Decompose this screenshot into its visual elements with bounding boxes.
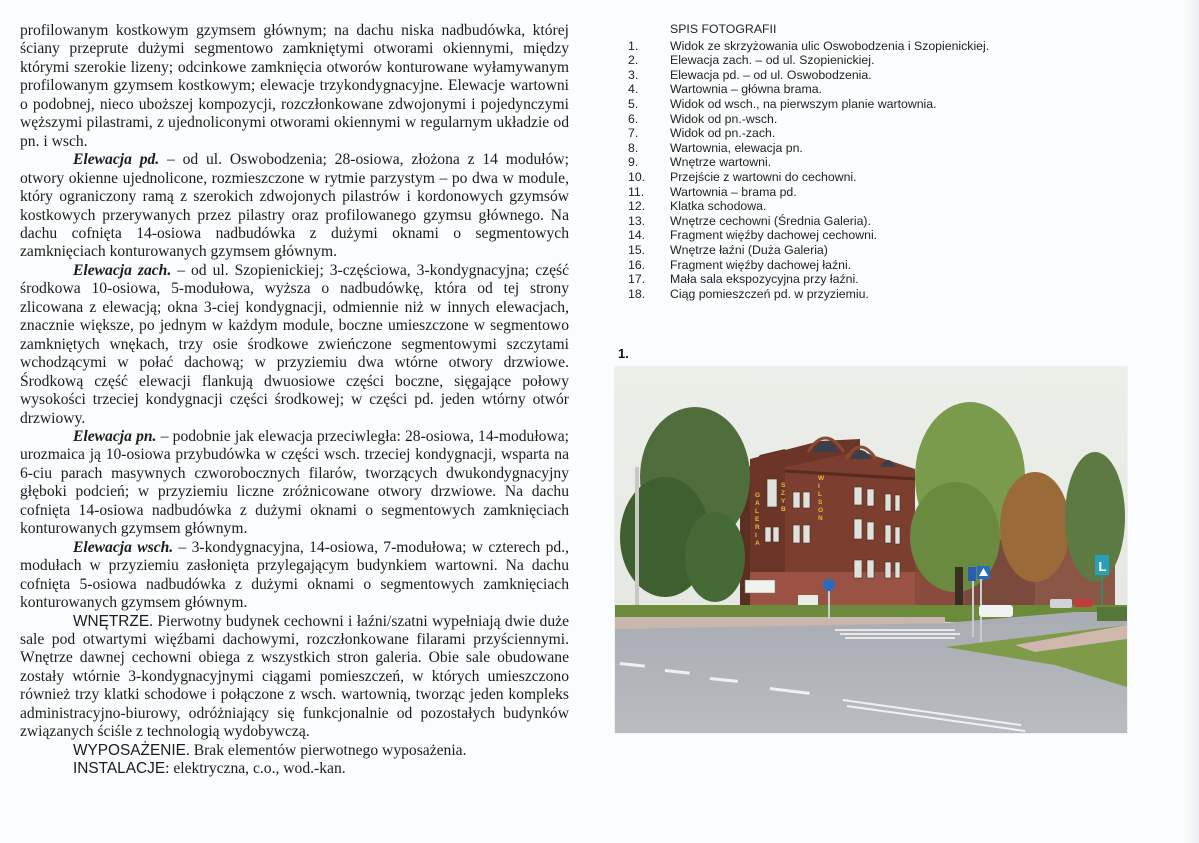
photo-list-item bbox=[628, 112, 1048, 127]
photo-list-item-label: Mała sala ekspozycyjna przy łaźni. bbox=[670, 272, 859, 287]
photo-list-item-number: 8. bbox=[628, 140, 639, 155]
description-column bbox=[20, 22, 569, 779]
photo-list-item-label: Fragment więźby dachowej łaźni. bbox=[670, 257, 852, 272]
photo-list-item-label: Elewacja pd. – od ul. Oswobodzenia. bbox=[670, 67, 872, 82]
photo-list-item-number: 11. bbox=[628, 184, 645, 199]
photo-list-item-label: Widok od wsch., na pierwszym planie wartownia. bbox=[670, 96, 937, 111]
photo-list-item-number: 14. bbox=[628, 228, 646, 243]
photo-list-item-label: Fragment więźby dachowej cechowni. bbox=[670, 228, 878, 243]
paragraph-elewacja-pd: Elewacja pd. – od ul. Oswobodzenia; 28-osiowa, złożona z 14 modułów; otwory okienne ujednolicone, rozmieszczone w rytmie parzystym – po dwa w module, który ograniczony ramą z szerokich zdwojonych pilastrów i kordonowych gzymsów kostkowych przerywanych przez pilastry oraz profilowanego gzymsu głównego. Na dachu cofnięta 14-osiowa nadbudówka z dużymi oknami o segmentowych zamknięciach konturowanych gzymsem głównym. bbox=[20, 151, 569, 261]
photo-list-item-label: Elewacja zach. – od ul. Szopienickiej. bbox=[670, 53, 875, 68]
paragraph-intro: profilowanym kostkowym gzymsem głównym; na dachu niska nadbudówka, której ściany przeprute dużymi segmentowo zamkniętymi otworami okiennymi, między którymi szerokie lizeny; odcinkowe zamknięcia otworów konturowane wyłamywanym profilowanym gzymsem kostkowym; elewacje trzykondygnacyjne. Elewacje wartowni o podobnej, nieco uboższej kompozycji, rozczłonkowane zdwojonymi i pojedynczymi węższymi pilastrami, z ujednoliconymi otworami okiennymi w regularnym układzie od pn. i wsch. bbox=[20, 22, 569, 150]
heading-instalacje: INSTALACJE bbox=[73, 760, 166, 778]
photo-list-item-number: 1. bbox=[628, 38, 639, 53]
photo-list-item bbox=[628, 243, 1048, 258]
svg-text:GALERIA: G A L E R I A bbox=[755, 492, 761, 547]
photo-list-item bbox=[628, 287, 1048, 302]
paragraph-wnetrze: WNĘTRZE. Pierwotny budynek cechowni i łaźni/szatni wypełniają dwie duże sale pod otwartymi więźbami dachowymi, rozczłonkowane filarami przyściennymi. Wnętrze dawnej cechowni obiega z wszystkich stron galeria. Obie sale obudowane zostały wtórnie 3-kondygnacyjnymi ciągami pomieszczeń, w których umieszczono również trzy klatki schodowe i połączone z wsch. wartownią, tworząc jeden kompleks administracyjno-biurowy, odróżniający się funkcjonalnie od pozostałych budynków związanych ściśle z technologią wydobywczą. bbox=[20, 612, 569, 741]
photo-list-item bbox=[628, 97, 1048, 112]
photo-list-item-label: Przejście z wartowni do cechowni. bbox=[670, 169, 857, 184]
photo-list-title: SPIS FOTOGRAFII bbox=[670, 22, 777, 36]
paragraph-instalacje: INSTALACJE: elektryczna, c.o., wod.-kan. bbox=[73, 760, 346, 778]
photo-building-view bbox=[615, 367, 1127, 733]
photo-list-item-number: 7. bbox=[628, 126, 639, 141]
photo-list-item-label: Widok ze skrzyżowania ulic Oswobodzenia i Szopienickiej. bbox=[670, 38, 990, 53]
photo-list-item-number: 9. bbox=[628, 155, 639, 170]
svg-text:WILSON: W I L S O N bbox=[818, 475, 825, 522]
photo-list-item bbox=[628, 199, 1048, 214]
photo-list-item bbox=[628, 272, 1048, 287]
photo-list-item-number: 18. bbox=[628, 286, 646, 301]
paragraph-elewacja-zach: Elewacja zach. – od ul. Szopienickiej; 3-częściowa, 3-kondygnacyjna; część środkowa 10-osiowa, 5-modułowa, wyższa o nadbudówkę, która od tej strony zlicowana z elewacją; okna 3-ciej kondygnacji, odmiennie niż w innych elewacjach, znacznie większe, po jednym w każdym module, boczne umieszczone w segmentowo zamkniętych wnękach, trzy osie środkowe zwieńczone segmentowymi szczytami wchodzącymi w połać dachową; w przyziemiu dwa wtórne otwory drzwiowe. Środkową część elewacji flankują dwuosiowe części boczne, sięgające połowy wysokości trzeciej kondygnacji części środkowej; w części pd. jeden wtórny otwór drzwiowy. bbox=[20, 261, 569, 427]
photo-list-item bbox=[628, 185, 1048, 200]
photo-list-item-label: Wnętrze łaźni (Duża Galeria) bbox=[670, 242, 828, 257]
heading-wnetrze: WNĘTRZE bbox=[73, 612, 150, 630]
photo-list-item-number: 17. bbox=[628, 272, 646, 287]
photo-list-item bbox=[628, 53, 1048, 68]
photo-list-item-number: 15. bbox=[628, 242, 646, 257]
photo-list-item bbox=[628, 141, 1048, 156]
photo-list-item bbox=[628, 228, 1048, 243]
photo-list-item-label: Wartownia, elewacja pn. bbox=[670, 140, 803, 155]
photo-list-item bbox=[628, 258, 1048, 273]
photo-list-item-label: Wartownia – główna brama. bbox=[670, 82, 822, 97]
photo-list-item-label: Widok od pn.-zach. bbox=[670, 126, 776, 141]
paragraph-elewacja-pn: Elewacja pn. – podobnie jak elewacja przeciwległa: 28-osiowa, 14-modułowa; urozmaica ją 10-osiowa przybudówka w części wsch. trzeciej kondygnacji, wsparta na 6-ciu parach masywnych czworobocznych filarów, tworzących dwukondygnacyjny głęboki podcień; w przyziemiu liczne zróżnicowane otwory drzwiowe. Na dachu cofnięta 14-osiowa nadbudówka z dużymi oknami o segmentowych zamknięciach konturowanych gzymsem głównym. bbox=[20, 427, 569, 538]
photo-list-item bbox=[628, 126, 1048, 141]
photo-list-item-label: Klatka schodowa. bbox=[670, 199, 767, 214]
photo-list-item bbox=[628, 214, 1048, 229]
heading-elewacja-zach: Elewacja zach. bbox=[73, 261, 172, 279]
paragraph-elewacja-wsch: Elewacja wsch. – 3-kondygnacyjna, 14-osiowa, 7-modułowa; w czterech pd., modułach w przyziemiu zasłonięta przylegającym budynkiem wartowni. Na dachu cofnięta 5-osiowa nadbudówka z dużymi oknami o segmentowych zamknięciach konturowanych gzymsem głównym. bbox=[20, 538, 569, 612]
heading-elewacja-pn: Elewacja pn. bbox=[73, 427, 157, 445]
paragraph-wyposazenie: WYPOSAŻENIE. Brak elementów pierwotnego wyposażenia. bbox=[73, 741, 467, 759]
photo-list-item-number: 3. bbox=[628, 67, 639, 82]
photo-list-item-number: 5. bbox=[628, 96, 639, 111]
heading-elewacja-pd: Elewacja pd. bbox=[73, 151, 160, 169]
photo-list-item-label: Ciąg pomieszczeń pd. w przyziemiu. bbox=[670, 286, 869, 301]
photo-number-label: 1. bbox=[618, 346, 629, 361]
photo-list bbox=[628, 22, 1048, 301]
heading-elewacja-wsch: Elewacja wsch. bbox=[73, 538, 174, 556]
photo-list-item-number: 6. bbox=[628, 111, 639, 126]
photo-list-item bbox=[628, 155, 1048, 170]
photo-list-item bbox=[628, 170, 1048, 185]
photo-list-item-label: Wnętrze wartowni. bbox=[670, 155, 772, 170]
page-edge-shade bbox=[1185, 0, 1199, 843]
photo-list-item-label: Widok od pn.-wsch. bbox=[670, 111, 778, 126]
photo-list-item-number: 13. bbox=[628, 213, 646, 228]
svg-text:L: L bbox=[1098, 559, 1107, 574]
heading-wyposazenie: WYPOSAŻENIE bbox=[73, 741, 186, 759]
photo-list-item-number: 12. bbox=[628, 199, 646, 214]
svg-text:SZYB: S Z Y B bbox=[781, 482, 786, 513]
photo-list-item bbox=[628, 68, 1048, 83]
photo-list-item-label: Wnętrze cechowni (Średnia Galeria). bbox=[670, 213, 871, 228]
photo-list-item-number: 2. bbox=[628, 53, 639, 68]
photo-list-item bbox=[628, 39, 1048, 54]
photo-list-item-number: 10. bbox=[628, 169, 646, 184]
photo-list-item-number: 16. bbox=[628, 257, 646, 272]
photo-list-item-label: Wartownia – brama pd. bbox=[670, 184, 797, 199]
photo-list-item-number: 4. bbox=[628, 82, 639, 97]
photo-list-item bbox=[628, 82, 1048, 97]
